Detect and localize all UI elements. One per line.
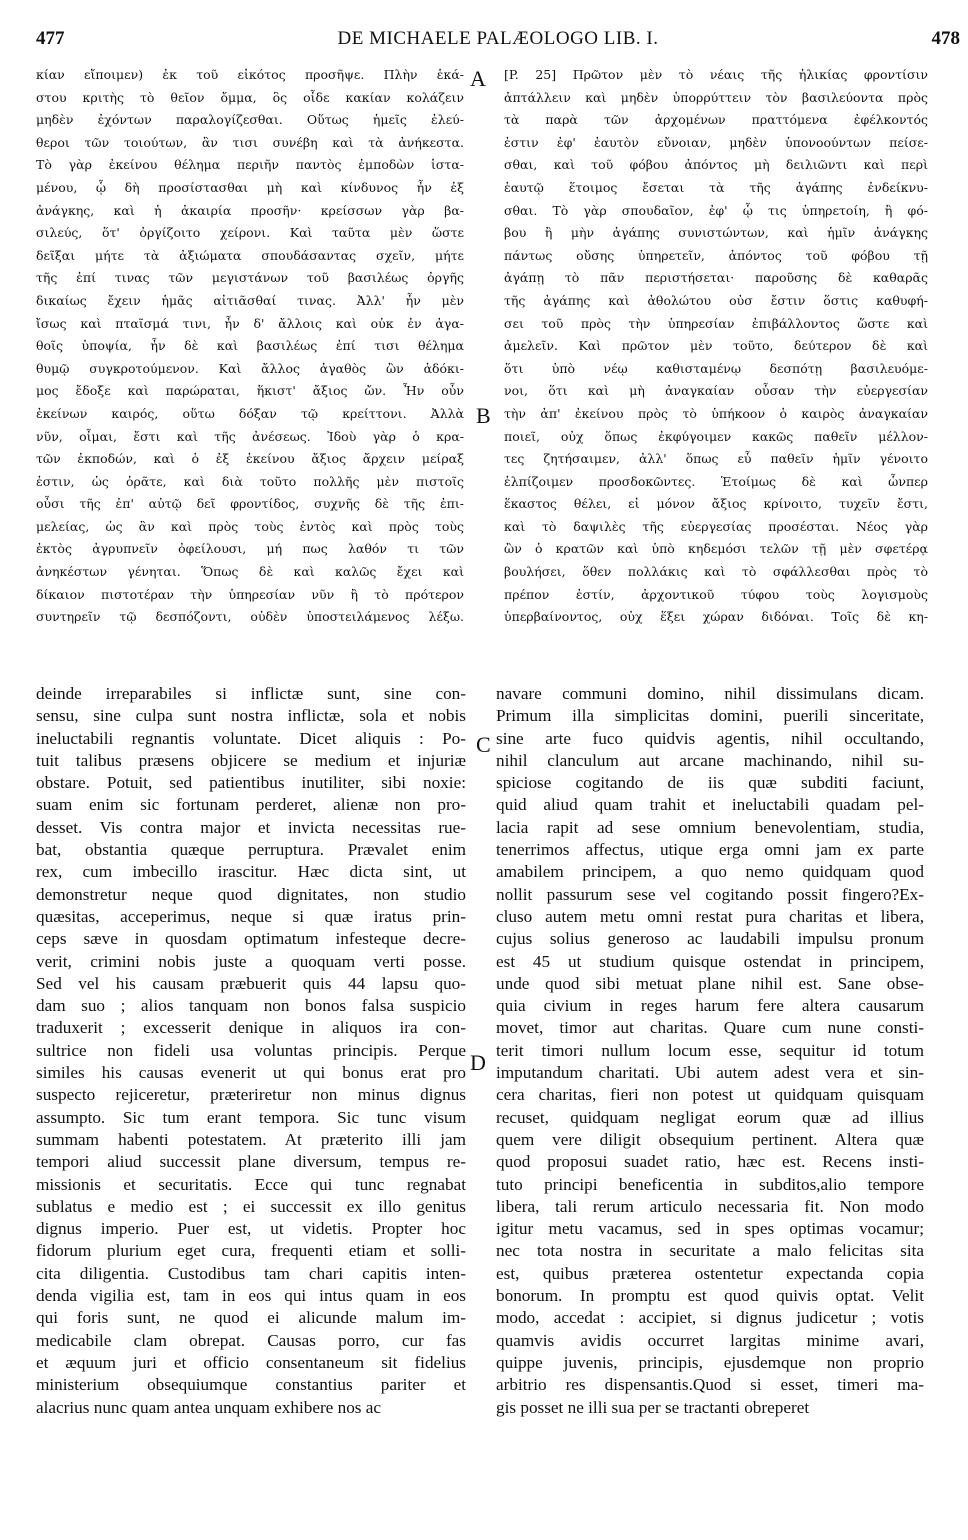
page-header — [36, 28, 960, 58]
latin-text-line: quem vere diligit obsequium pertinent. Altera quæ — [496, 1129, 924, 1149]
greek-text-line: μελείας, ὡς ἂν καὶ πρὸς τοὺς ἐντὸς καὶ πρὸς τοὺς — [36, 518, 464, 534]
greek-text-line: θυμῷ συγκροτούμενον. Καὶ ἄλλος ἀγαθὸς ὢν ἀδόκι- — [36, 360, 464, 376]
latin-text-line: suspecto rejiceretur, præteriretur non minus dignus — [36, 1085, 466, 1105]
latin-text-line: movet, timor aut charitas. Quare cum nune consti- — [496, 1018, 924, 1038]
greek-text-line: ἕκαστος θέλει, εἰ μόνον ἄξιος κρίνοιτο, τυχεῖν ἔστι, — [504, 496, 928, 512]
latin-text-line: libera, tali rerum articulo necessaria fit. Non modo — [496, 1196, 924, 1216]
greek-text-line: ὑπερβαίνοντος, οὐχ ἕξει χώραν διδόναι. Τοῖς δὲ κη- — [504, 609, 928, 625]
latin-text-line: est, quibus præterea ostentetur expectanda copia — [496, 1263, 924, 1283]
greek-text-line: θοῖς ὑποψία, ἦν δὲ καὶ βασιλέως ἐπί τισι θέλημα — [36, 338, 464, 354]
latin-text-line: tenerrimos affectus, utique erga omni jam ex parte — [496, 840, 924, 860]
latin-text-line: traduxerit ; excesserit denique in aliquos ira con- — [36, 1018, 466, 1038]
greek-text-line: οὖσι τῆς ἐπ' αὐτῷ δεῖ φροντίδος, συχνῆς δὲ τῆς ἐπι- — [36, 496, 464, 512]
latin-text-line: bonorum. In promptu est quod quivis optat. Velit — [496, 1286, 924, 1306]
latin-text-line: tuto principi beneficentia in subditos,alio tempore — [496, 1174, 924, 1194]
latin-text-line: terit timori nullum locum esse, sequitur id totum — [496, 1040, 924, 1060]
latin-text-line: est 45 ut studium quisque ostendat in principem, — [496, 951, 924, 971]
greek-text-line: σει τοῦ πρὸς τὴν ὑπηρεσίαν ἐπιβάλλοντος ὥστε καὶ — [504, 315, 928, 331]
latin-text-line: summam habenti potestatem. At præterito illi jam — [36, 1129, 466, 1149]
greek-text-line: ἀγάπῃ τὸ πᾶν περιστήσεται· παροῦσης δὲ καθαρᾶς — [504, 270, 928, 286]
latin-text-line: desset. Vis contra major et invicta necessitas rue- — [36, 817, 466, 837]
latin-text-line: demonstretur neque quod dignitates, non studio — [36, 884, 466, 904]
greek-text-line: τῆς ἀγάπης καὶ ἀθολώτου οὐσ ἔστιν ὅστις καθυφή- — [504, 292, 928, 308]
margin-marker-b: B — [476, 403, 491, 428]
greek-text-line: πάντως οὔσης ὑπηρετεῖν, ἀπόντος τοῦ φόβου τῇ — [504, 247, 928, 263]
latin-column-left — [36, 683, 466, 1419]
greek-text-line: κίαν εἴποιμεν) ἐκ τοῦ εἰκότος προσῆψε. Πλὴν ἑκά- — [36, 67, 464, 82]
greek-text-line: δεῖξαι μήτε τὰ ἀξιώματα σπουδάσαντας σχεῖν, μήτε — [36, 247, 464, 263]
latin-text-line: dignus imperio. Puer est, ut videtis. Propter hoc — [36, 1219, 466, 1239]
greek-text-line: ἀμελεῖν. Καὶ πρῶτον μὲν τοῦτο, δεύτερον δὲ καὶ — [504, 338, 928, 354]
latin-text-line: gis posset ne illi sua per se tractanti obreperet — [496, 1397, 810, 1417]
latin-text-line: cera charitas, fieri non potest ut quidquam quisquam — [496, 1085, 924, 1105]
greek-text-line: μος ἔδοξε καὶ παρώραται, ἥκιστ' ἄξιος ὤν. Ἦν οὖν — [36, 383, 464, 399]
latin-text-line: nec tota nostra in securitate a malo felicitas sita — [496, 1241, 924, 1261]
latin-text-line: quod proposui suadet ratio, hæc est. Recens insti- — [496, 1152, 924, 1172]
latin-text-line: sine arte fuco quidvis agentis, nihil occultando, — [496, 728, 924, 748]
latin-text-line: navare communi domino, nihil dissimulans dicam. — [496, 684, 924, 703]
latin-text-line: missionis et securitatis. Ecce qui tunc regnabat — [36, 1174, 466, 1194]
greek-text-line: ὅτι ὑπὸ νέῳ καθισταμένῳ δεσπότῃ βασιλευόμε- — [504, 360, 928, 376]
greek-column-left — [36, 64, 464, 629]
latin-text-line: nollit passurum sese vel cogitando possit fingero?Ex- — [496, 884, 924, 904]
latin-text-line: cluso autem metu omni restat pura charitas et libera, — [496, 906, 924, 926]
greek-text-line: σιλεύς, ὅτ' ὀργίζοιτο χείρονι. Καὶ ταῦτα μὲν ὥστε — [36, 225, 464, 241]
latin-text-line: Sed vel his causam præbuerit quis 44 lapsu quo- — [36, 973, 466, 993]
latin-text-line: modo, accedat : accipiet, si dignus judicetur ; votis — [496, 1308, 924, 1328]
latin-column-right — [496, 683, 924, 1419]
greek-text-line: ποιεῖ, οὐχ ὅπως ἐκφύγοιμεν κακῶς παθεῖν μέλλον- — [504, 428, 928, 444]
greek-text-line: ὢν ὁ κρατῶν καὶ ὑπὸ κηδεμόσι τελῶν τῇ μὲν σφετέρᾳ — [504, 541, 928, 557]
greek-text-line: Τὸ γὰρ ἐκείνου θέλημα περιῆν παντὸς ἐμποδὼν ἱστα- — [36, 157, 464, 173]
greek-text-line: ἀπτάλλειν καὶ μηδὲν ὑπορρύττειν τὸν βασιλεύοντα πρὸς — [504, 89, 928, 105]
margin-marker-a: A — [470, 66, 486, 91]
latin-text-line: cujus solius generoso ac laudabili impulsu pronum — [496, 929, 924, 949]
greek-text-line: σθαι, καὶ τοῦ φόβου ἀπόντος μὴ δειλιῶντι καὶ περὶ — [504, 157, 928, 173]
latin-text-line: denda vigilia est, tam in eos qui intus quam in eos — [36, 1286, 466, 1306]
greek-text-line: στου κριτὴς τὸ θεῖον ὄμμα, ὃς οἶδε κακίαν κολάζειν — [36, 89, 464, 105]
latin-text-line: obstare. Potuit, sed patientibus inutiliter, sibi noxie: — [36, 773, 466, 793]
greek-text-line: ἑαυτῷ ἕτοιμος ἔσεται τὰ τῆς ἀγάπης ἐνδείκνυ- — [504, 179, 928, 195]
greek-text-line: [P. 25] Πρῶτον μὲν τὸ νέαις τῆς ἡλικίας φροντίσιν — [504, 67, 928, 82]
latin-text-line: quæsitas, acceperimus, neque si quæ iratus prin- — [36, 906, 466, 926]
margin-marker-d: D — [470, 1050, 486, 1075]
greek-text-line: ἴσως καὶ πταῖσμά τινι, ἦν δ' ἄλλοις καὶ οὐκ ἐν ἀγα- — [36, 315, 464, 331]
greek-text-line: ἐκείνων καιρός, οὕτω δόξαν τῷ κρείττονι. Ἀλλὰ — [36, 405, 464, 421]
latin-text-line: alacrius nunc quam antea unquam exhibere nos ac — [36, 1397, 382, 1417]
latin-text-line: sublatus e medio est ; ei successit ex illo genitus — [36, 1196, 466, 1216]
latin-text-line: Primum illa simplicitas domini, puerili sinceritate, — [496, 706, 924, 726]
latin-text-line: medicabile clam obrepat. Causas porro, cur fas — [36, 1330, 466, 1350]
latin-text-line: ceps sæve in quosdam optimatum infesteque decre- — [36, 929, 466, 949]
latin-text-line: igitur metu vacamus, sed in spes optimas vocamur; — [496, 1219, 924, 1239]
greek-text-line: πρέπον ἐστίν, ἀρχοντικοῦ τύφου τοὺς λογισμοὺς — [504, 586, 928, 602]
greek-text-line: τῶν ἐκποδών, καὶ ὁ ἐξ ἐκείνου ἄξιος ἄρχειν μείραξ — [36, 451, 464, 467]
greek-text-line: ἐκτὸς ἀγρυπνεῖν ὀφείλουσι, μή πως λαθόν τι τῶν — [36, 541, 464, 557]
greek-text-line: θεροι τῶν τοιούτων, ἂν τισι συνέβη καὶ τὰ ἀνήκεστα. — [36, 134, 464, 150]
latin-text-line: quippe juvenis, principis, ejusdemque non proprio — [496, 1352, 924, 1372]
latin-text-line: similes his causas evenerit ut qui bonus erat pro — [36, 1063, 466, 1083]
greek-text-line: τῆς ἐπί τινας τῶν μεγιστάνων τοῦ βασιλέως ὀργῆς — [36, 270, 464, 286]
greek-text-line: τὰ παρὰ τῶν ἀρχομένων πραττόμενα ἐφέλκοντός — [504, 112, 928, 128]
latin-text-line: assumpto. Sic tum erant tempora. Sic tunc visum — [36, 1107, 466, 1127]
latin-text-line: bat, obstantia quæque perruptura. Prævalet enim — [36, 840, 466, 860]
latin-text-line: sultrice non fideli usa voluntas principis. Perque — [36, 1040, 466, 1060]
latin-text-line: quid aliud quam trahit et ineluctabili quadam pel- — [496, 795, 924, 815]
latin-text-line: verit, crimini nobis juste a quoquam verti posse. — [36, 951, 466, 971]
latin-text-line: tempori aliud successit plane diversum, tempus re- — [36, 1152, 466, 1172]
latin-text-line: quia civium in reges harum fere altera causarum — [496, 996, 924, 1016]
greek-text-line: ἐλπίζοιμεν προσδοκῶντες. Ἑτοίμως δὲ καὶ ὧνπερ — [504, 473, 928, 489]
latin-text-line: fidorum plurium eget cura, frequenti etiam et solli- — [36, 1241, 466, 1261]
greek-text-line: συντηρεῖν τῷ δεσπόζοντι, οὐδὲν ὑποστειλάμενος λέξω. — [36, 609, 464, 625]
latin-text-line: recuset, quidquam negligat eorum quæ ad illius — [496, 1107, 924, 1127]
latin-text-line: amabilem principem, a quo nemo quidquam quod — [496, 862, 924, 882]
latin-text-line: suam enim sic fortunam perderet, alienæ non pro- — [36, 795, 466, 815]
latin-text-line: quamvis avidis occurret largitas minime avari, — [496, 1330, 924, 1350]
latin-text-line: sensu, sine culpa sunt nostra inflictæ, sola et nobis — [36, 706, 466, 726]
latin-text-line: imputandum charitati. Ubi autem adest vera et sin- — [496, 1063, 924, 1083]
page-number-right: 478 — [931, 28, 960, 49]
latin-text-line: spiciose cogitando de iis quæ subditi faciunt, — [496, 773, 924, 793]
latin-text-line: rex, cum imbecillo irascitur. Hæc dicta sint, ut — [36, 862, 466, 882]
greek-text-line: καὶ τὸ δαψιλὲς τῆς εὐεργεσίας προσέσται. Νέος γὰρ — [504, 518, 928, 534]
latin-text-line: ineluctabili regnantis voluntate. Dicet aliquis : Po- — [36, 728, 466, 748]
latin-text-line: lacia rapit ad sese omnium benevolentiam, studia, — [496, 817, 924, 837]
greek-text-line: ἀνάγκης, καὶ ἡ ἀκαιρία προσῆν· κρείσσων γὰρ βα- — [36, 202, 464, 218]
latin-text-line: unde quod sibi metuat plane nihil est. Sane obse- — [496, 973, 924, 993]
greek-text-line: δίκαιον πιστοτέραν τὴν ὑπηρεσίαν νῦν ἢ τὸ πρότερον — [36, 586, 464, 602]
margin-marker-c: C — [476, 732, 491, 757]
greek-text-line: μένου, ᾧ δὴ προσίστασθαι μὴ καὶ κίνδυνος ἦν ἐξ — [36, 179, 464, 195]
latin-text-line: cita diligentia. Custodibus tam chari capitis inten- — [36, 1263, 466, 1283]
latin-text-line: tuit talibus præsens objicere se medium et injuriæ — [36, 750, 466, 770]
greek-text-line: τες ζητήσαιμεν, ἀλλ' ὅπως εὖ παθεῖν ἡμῖν γένοιτο — [504, 451, 928, 467]
page-number-left: 477 — [36, 28, 65, 49]
latin-text-line: et æquum juri et officio consentaneum sit fidelius — [36, 1352, 466, 1372]
latin-text-line: deinde irreparabiles si inflictæ sunt, sine con- — [36, 684, 466, 703]
greek-text-line: τὴν ἀπ' ἐκείνου πρὸς τὸ ὑπήκοον ὁ καιρὸς ἀναγκαίαν — [504, 405, 928, 421]
greek-text-line: μηδὲν ἐχόντων παραλογίζεσθαι. Οὕτως ἡμεῖς ἐλεύ- — [36, 112, 464, 128]
running-title: DE MICHAELE PALÆOLOGO LIB. I. — [337, 28, 659, 49]
greek-text-line: νῦν, οἶμαι, ἔστι καὶ τῆς ἀνέσεως. Ἰδοὺ γὰρ ὁ κρα- — [36, 428, 464, 444]
latin-text-line: qui foris sunt, ne quod ei alicunde malum im- — [36, 1308, 466, 1328]
greek-text-line: δικαίως ἔχειν ἡμᾶς αἰτιᾶσθαί τινας. Ἀλλ' ἦν μὲν — [36, 292, 464, 308]
greek-text-line: ἐστιν ἐφ' ἑαυτὸν εὔνοιαν, μηδὲν ὑπονοούντων πείσε- — [504, 134, 928, 150]
latin-text-line: dam suo ; alios tanquam non bonos falsa suspicio — [36, 996, 466, 1016]
greek-text-line: βουλήσει, ὅθεν πολλάκις καὶ τὸ σφάλλεσθαι πρὸς τὸ — [504, 564, 928, 580]
latin-text-line: nihil clanculum aut arcane machinando, nihil su- — [496, 750, 924, 770]
latin-text-line: ministerium obsequiumque constantius pariter et — [36, 1375, 466, 1395]
greek-column-right — [504, 64, 928, 629]
greek-text-line: νοι, ὅτι καὶ μὴ ἀναγκαίαν οὖσαν τὴν εὐεργεσίαν — [504, 383, 928, 399]
latin-text-line: arbitrio res dispensantis.Quod si esset, timeri ma- — [496, 1375, 924, 1395]
greek-text-line: ἐστιν, ὡς ὁρᾶτε, καὶ διὰ τοῦτο πολλῆς μὲν πιστοῖς — [36, 473, 464, 489]
greek-text-line: σθαι. Τὸ γὰρ σπουδαῖον, ἐφ' ᾧ τις ὑπηρετοίη, ἢ φό- — [504, 202, 928, 218]
greek-text-line: βου ἢ μὴν ἀγάπης συνιστώντων, καὶ ἡμῖν ἀνάγκης — [504, 225, 928, 241]
greek-text-line: ἀνηκέστων γένηται. Ὅπως δὲ καὶ καλῶς ἔχει καὶ — [36, 564, 464, 580]
